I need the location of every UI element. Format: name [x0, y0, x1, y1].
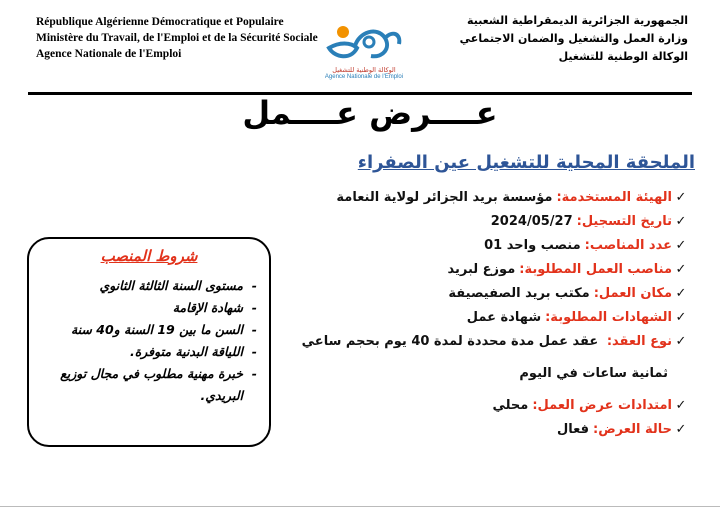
conditions-title: شروط المنصب [100, 247, 198, 265]
header-ar-line-3: الوكالة الوطنية للتشغيل [558, 50, 688, 63]
detail-label: مكان العمل: [593, 286, 672, 301]
bullet-dash: - [251, 322, 257, 337]
checkmark-icon: ✓ [675, 286, 687, 301]
detail-label: الهيئة المستخدمة: [556, 190, 672, 205]
detail-value: شهادة عمل [466, 310, 542, 325]
detail-value: فعال [556, 422, 589, 437]
detail-value: مؤسسة بريد الجزائر لولاية النعامة [336, 190, 553, 205]
logo-text-ar: الوكالة الوطنية للتشغيل [332, 66, 396, 74]
checkmark-icon: ✓ [675, 310, 687, 325]
condition-text: اللياقة البدنية متوفرة. [129, 344, 243, 359]
detail-contract-text [302, 330, 672, 386]
detail-value: مكتب بريد الصفيصيفة [448, 286, 590, 301]
detail-row-job [290, 258, 690, 282]
header-ar-line-1: الجمهورية الجزائرية الديمقراطية الشعبية [467, 14, 688, 27]
header-french [36, 14, 318, 62]
condition-text: شهادة الإقامة [172, 300, 243, 315]
detail-row-status [290, 418, 690, 442]
condition-item [39, 341, 257, 363]
agency-subtitle: الملحقة المحلية للتشغيل عين الصفراء [357, 152, 695, 173]
detail-label: عدد المناصب: [584, 238, 672, 253]
header-fr-line-2: Ministère du Travail, de l'Emploi et de la Sécurité Sociale [36, 32, 318, 44]
condition-text: خبرة مهنية مطلوب في مجال توزيع البريدي. [60, 366, 243, 403]
detail-value: محلي [492, 398, 529, 413]
detail-row-extent [290, 394, 690, 418]
checkmark-icon: ✓ [675, 398, 687, 413]
checkmark-icon: ✓ [675, 190, 687, 205]
bullet-dash: - [251, 278, 257, 293]
detail-value: منصب واحد 01 [484, 238, 581, 253]
checkmark-icon: ✓ [675, 214, 687, 229]
anem-logo [316, 12, 412, 90]
anem-logo-icon [321, 12, 407, 66]
checkmark-icon: ✓ [675, 262, 687, 277]
condition-item [39, 363, 257, 407]
detail-value-continuation: ثمانية ساعات في اليوم [519, 366, 668, 381]
checkmark-icon: ✓ [675, 422, 687, 437]
detail-value: موزع لبريد [447, 262, 516, 277]
offer-details [290, 186, 690, 442]
header-fr-line-3: Agence Nationale de l'Emploi [36, 48, 182, 60]
detail-label: مناصب العمل المطلوبة: [519, 262, 672, 277]
bullet-dash: - [251, 344, 257, 359]
condition-item [39, 275, 257, 297]
detail-value: عقد عمل مدة محددة لمدة 40 يوم بحجم ساعي [301, 334, 599, 349]
detail-label: نوع العقد: [606, 334, 672, 349]
condition-item [39, 297, 257, 319]
page-bottom-border [0, 506, 720, 507]
condition-text: مستوى السنة الثالثة الثانوي [99, 278, 243, 293]
checkmark-icon: ✓ [675, 238, 687, 253]
header-arabic [408, 12, 688, 66]
condition-text: السن ما بين 19 السنة و40 سنة [70, 322, 243, 337]
detail-label: حالة العرض: [593, 422, 672, 437]
page-title: عــــرض عــــمل [242, 94, 498, 132]
detail-row-contract [290, 330, 690, 386]
bullet-dash: - [251, 366, 257, 381]
detail-value: 2024/05/27 [490, 214, 573, 229]
detail-row-location [290, 282, 690, 306]
detail-row-date [290, 210, 690, 234]
job-conditions-box [27, 237, 271, 447]
detail-row-positions [290, 234, 690, 258]
header-fr-line-1: République Algérienne Démocratique et Populaire [36, 16, 284, 28]
checkmark-icon: ✓ [675, 334, 687, 349]
header-ar-line-2: وزارة العمل والتشغيل والضمان الاجتماعي [459, 32, 688, 45]
detail-row-certificates [290, 306, 690, 330]
bullet-dash: - [251, 300, 257, 315]
detail-label: امتدادات عرض العمل: [532, 398, 672, 413]
logo-text-fr: Agence Nationale de l'Emploi [324, 74, 404, 80]
detail-row-employer [290, 186, 690, 210]
detail-label: تاريخ التسجيل: [576, 214, 672, 229]
condition-item [39, 319, 257, 341]
conditions-list [39, 275, 257, 407]
detail-label: الشهادات المطلوبة: [545, 310, 672, 325]
